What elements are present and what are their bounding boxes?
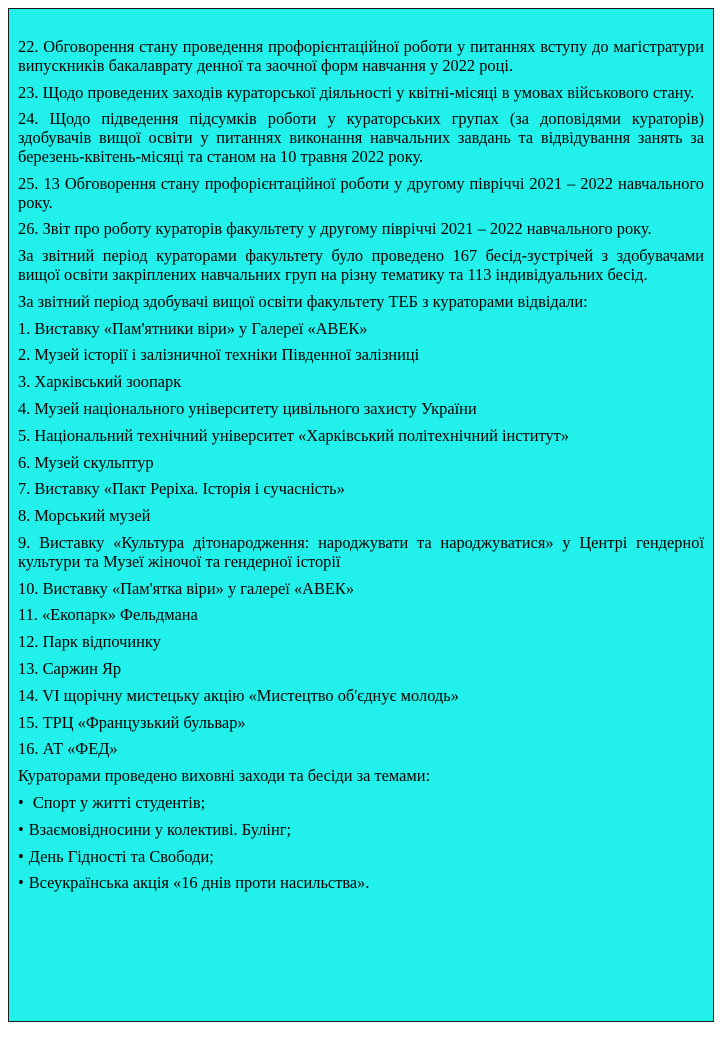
bullet-icon: • bbox=[18, 846, 24, 866]
bullet-list-item bbox=[18, 821, 704, 840]
visit-item: 6. Музей скульптур bbox=[18, 452, 154, 472]
visit-item: 11. «Екопарк» Фельдмана bbox=[18, 605, 198, 625]
paragraph-item-22: 22. Обговорення стану проведення профорієнтаційної роботи у питаннях вступу до магістратури випускників бакалаврату денної та заочної форм навчання у 2022 році. bbox=[18, 37, 704, 75]
visit-item: 3. Харківський зоопарк bbox=[18, 372, 182, 392]
visit-item: 15. ТРЦ «Французький бульвар» bbox=[18, 712, 246, 732]
paragraph-item-26: 26. Звіт про роботу кураторів факультету у другому півріччі 2021 – 2022 навчального року. bbox=[18, 219, 652, 239]
visit-item: 5. Національний технічний університет «Харківський політехнічний інститут» bbox=[18, 425, 569, 445]
bullet-text: День Гідності та Свободи; bbox=[28, 846, 214, 866]
paragraph-item-25: 25. 13 Обговорення стану профорієнтаційної роботи у другому півріччі 2021 – 2022 навчального року. bbox=[18, 173, 704, 212]
visit-item: 12. Парк відпочинку bbox=[18, 632, 161, 652]
events-intro: Кураторами проведено виховні заходи та бесіди за темами: bbox=[18, 766, 431, 786]
document-slide bbox=[8, 8, 714, 1022]
bullet-text: Спорт у житті студентів; bbox=[28, 792, 206, 812]
visit-item: 10. Виставку «Пам'ятка віри» у галереї «АВЕК» bbox=[18, 578, 355, 598]
bullet-list-item bbox=[18, 874, 704, 893]
visit-item: 13. Саржин Яр bbox=[18, 658, 122, 678]
visit-item: 2. Музей історії і залізничної техніки Південної залізниці bbox=[18, 345, 420, 365]
visit-item: 4. Музей національного університету цивільного захисту України bbox=[18, 398, 477, 418]
visits-intro: За звітний період здобувачі вищої освіти факультету ТЕБ з кураторами відвідали: bbox=[18, 291, 588, 311]
bullet-text: Взаємовідносини у колективі. Булінг; bbox=[28, 819, 292, 839]
paragraph-item-23: 23. Щодо проведених заходів кураторської діяльності у квітні-місяці в умовах військового стану. bbox=[18, 82, 695, 102]
paragraph-item-24: 24. Щодо підведення підсумків роботи у кураторських групах (за доповідями кураторів) здобувачів вищої освіти у питаннях виконання навчальних завдань та відвідування занять за березень-квітень-місяці та станом на 10 травня 2022 року. bbox=[18, 109, 704, 166]
bullet-text: Всеукраїнська акція «16 днів проти насильства». bbox=[28, 873, 370, 893]
visit-item: 14. VI щорічну мистецьку акцію «Мистецтво об'єднує молодь» bbox=[18, 685, 459, 705]
bullet-icon: • bbox=[18, 792, 24, 812]
visit-item: 1. Виставку «Пам'ятники віри» у Галереї «АВЕК» bbox=[18, 318, 368, 338]
visit-item: 9. Виставку «Культура дітонародження: народжувати та народжуватися» у Центрі гендерної культури та Музеї жіночої та гендерної історії bbox=[18, 532, 704, 571]
summary-paragraph: За звітний період кураторами факультету було проведено 167 бесід-зустрічей з здобувачами вищої освіти закріплених навчальних груп на різну тематику та 113 індивідуальних бесід. bbox=[18, 246, 704, 284]
bullet-icon: • bbox=[18, 873, 24, 893]
bullet-list-item bbox=[18, 794, 704, 813]
bullet-list-item bbox=[18, 848, 704, 867]
visit-item: 8. Морський музей bbox=[18, 506, 151, 526]
visit-item: 16. АТ «ФЕД» bbox=[18, 739, 118, 759]
bullet-icon: • bbox=[18, 819, 24, 839]
visit-item: 7. Виставку «Пакт Реріха. Історія і сучасність» bbox=[18, 479, 345, 499]
